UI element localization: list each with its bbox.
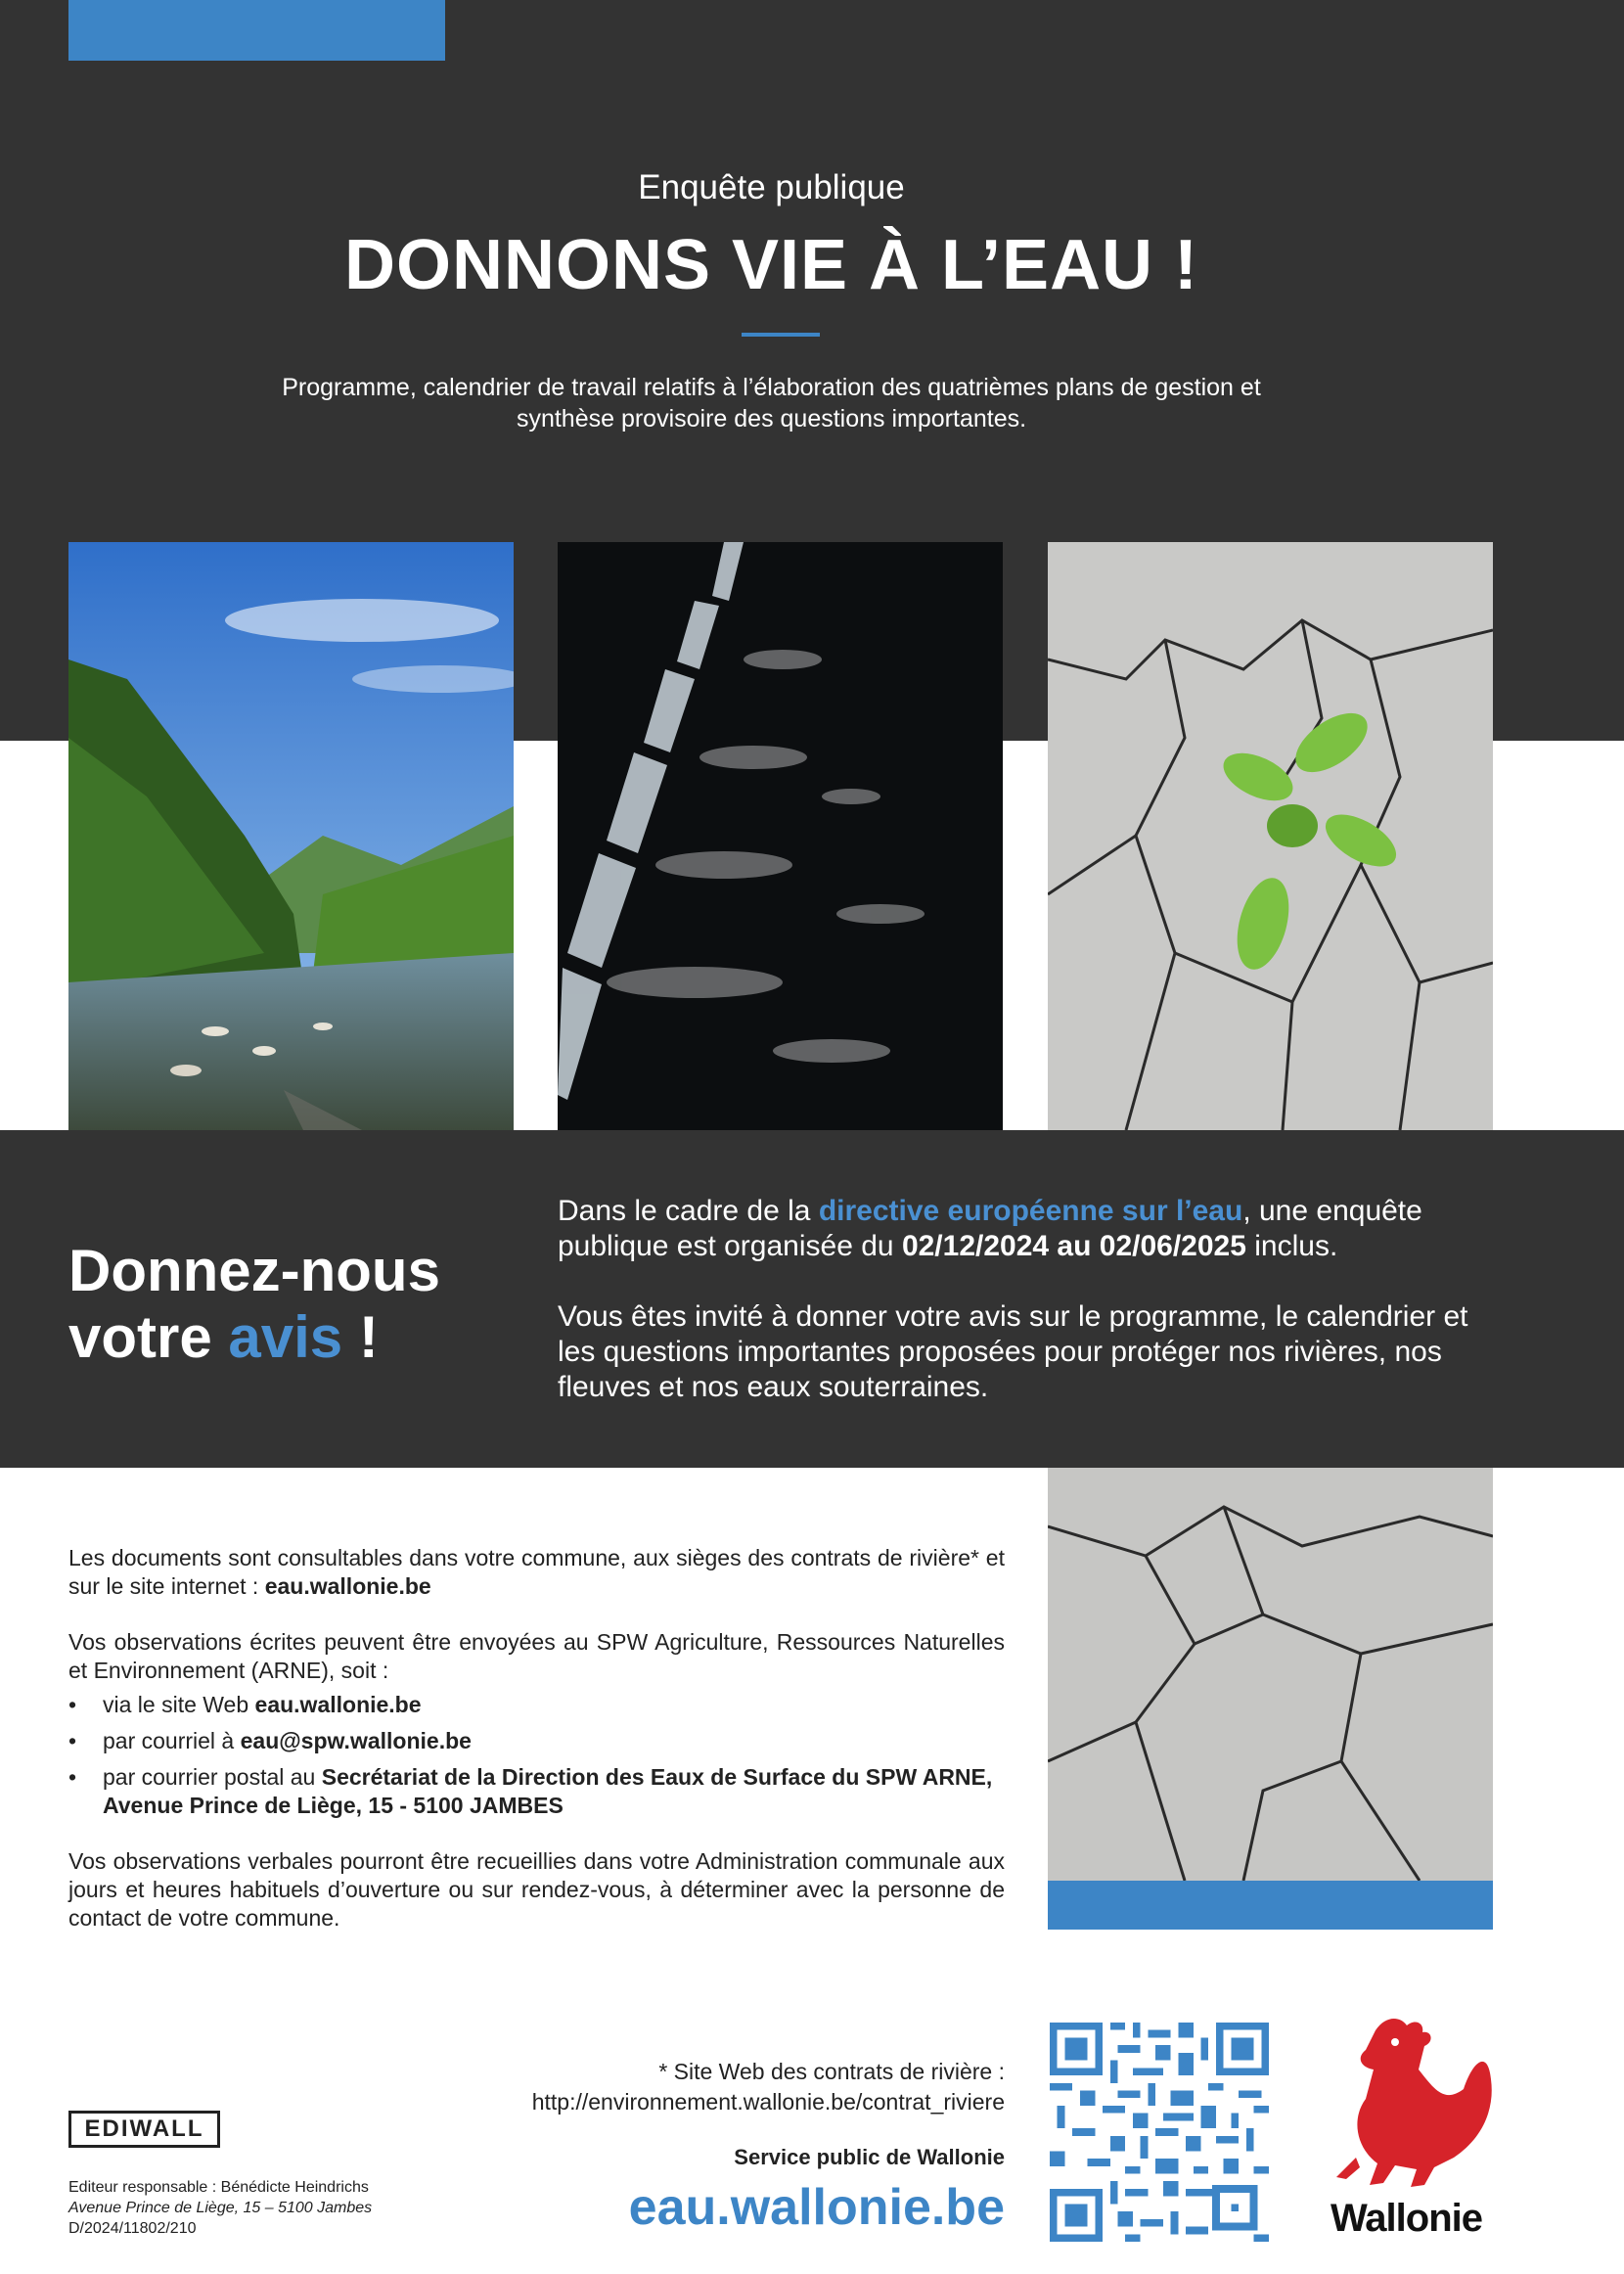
wallonie-logo <box>1317 2011 1496 2251</box>
observations-intro: Vos observations écrites peuvent être envoyées au SPW Agriculture, Ressources Naturelles et Environnement (ARNE), soit : <box>68 1629 1005 1683</box>
ediwall-logo: EDIWALL <box>68 2111 220 2148</box>
editor-name: Editeur responsable : Bénédicte Heindrichs <box>68 2179 369 2196</box>
qr-code[interactable] <box>1050 2023 1269 2242</box>
submission-options-list <box>68 1691 1005 1820</box>
directive-link[interactable]: directive européenne sur l’eau <box>818 1195 1243 1227</box>
details-text <box>68 1544 1005 1960</box>
notice-p1-b: , une enquête publique est organisée du <box>558 1195 1422 1262</box>
cta-line-2-end: ! <box>342 1304 379 1370</box>
list-item <box>68 1763 1005 1820</box>
footnote-line-1: * Site Web des contrats de rivière : <box>658 2059 1005 2084</box>
page-title: DONNONS VIE À L’EAU ! <box>343 226 1199 304</box>
bullet-3-text: par courrier postal au <box>103 1764 322 1790</box>
cta-accent-word: avis <box>228 1304 343 1370</box>
documents-text: Les documents sont consultables dans votre commune, aux sièges des contrats de rivière* et sur le site internet : <box>68 1545 1005 1599</box>
notice-paragraph-2: Vous êtes invité à donner votre avis sur le programme, le calendrier et les questions importantes proposées pour protéger nos rivières, nos fleuves et nos eaux souterraines. <box>558 1300 1468 1403</box>
river-photo <box>68 542 514 1130</box>
email-link[interactable]: eau@spw.wallonie.be <box>240 1728 472 1753</box>
cta-line-1: Donnez-nous <box>68 1238 440 1303</box>
accent-tab <box>68 0 445 61</box>
cracked-earth-photo <box>1048 1468 1493 1881</box>
documents-paragraph <box>68 1544 1005 1601</box>
footnote-url[interactable]: http://environnement.wallonie.be/contrat_riviere <box>531 2089 1005 2115</box>
intro-line-1: Programme, calendrier de travail relatifs à l’élaboration des quatrièmes plans de gestion et <box>282 374 1261 401</box>
call-to-action <box>68 1238 440 1371</box>
list-item <box>68 1691 1005 1719</box>
title-divider <box>742 333 820 337</box>
bullet-1-text: via le site Web <box>103 1692 255 1717</box>
notice-paragraph-1 <box>558 1194 1497 1264</box>
bullet-2-text: par courriel à <box>103 1728 241 1753</box>
cracked-earth-sprout-photo <box>1048 542 1493 1130</box>
notice-p1-c: inclus. <box>1245 1230 1338 1262</box>
river-contracts-footnote <box>532 2057 1005 2117</box>
notice-p1-a: Dans le cadre de la <box>558 1195 819 1227</box>
postal-address: Secrétariat de la Direction des Eaux de Surface du SPW ARNE, Avenue Prince de Liège, 15 - 5100 JAMBES <box>103 1764 993 1818</box>
list-item <box>68 1727 1005 1755</box>
publisher-info <box>68 2177 372 2239</box>
main-website-link[interactable]: eau.wallonie.be <box>628 2179 1005 2236</box>
notice-text <box>558 1194 1497 1405</box>
cta-line-2-start: votre <box>68 1304 229 1370</box>
enquiry-dates: 02/12/2024 au 02/06/2025 <box>901 1230 1246 1262</box>
editor-address: Avenue Prince de Liège, 15 – 5100 Jambes <box>68 2200 373 2216</box>
accent-bar <box>1048 1881 1493 1930</box>
verbal-observations-paragraph: Vos observations verbales pourront être recueillies dans votre Administration communale aux jours et heures habituels d’ouverture ou sur rendez-vous, à déterminer avec la personne de contact de votre commune. <box>68 1848 1005 1931</box>
intro-text <box>264 372 1279 434</box>
water-weir-photo <box>558 542 1003 1130</box>
intro-line-2: synthèse provisoire des questions importantes. <box>516 405 1027 432</box>
deposit-number: D/2024/11802/210 <box>68 2220 197 2237</box>
documents-site-link[interactable]: eau.wallonie.be <box>264 1573 431 1599</box>
wallonie-wordmark: Wallonie <box>1331 2197 1482 2240</box>
website-link[interactable]: eau.wallonie.be <box>254 1692 422 1717</box>
organisation-name: Service public de Wallonie <box>734 2145 1005 2169</box>
page-subtitle: Enquête publique <box>638 168 905 206</box>
